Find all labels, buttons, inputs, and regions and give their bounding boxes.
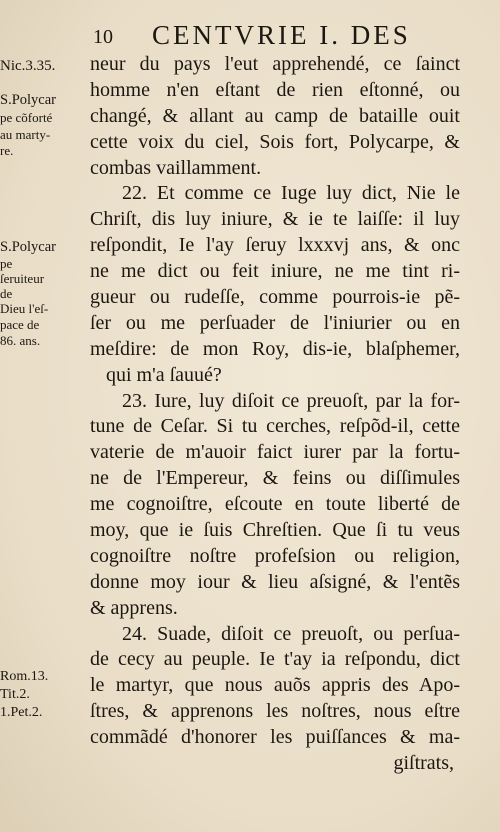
text-line: homme n'en eſtant de rien eſtonné, ou: [90, 78, 460, 101]
margin-note-polycarp-comforted: [0, 92, 88, 158]
text-line: qui m'a ſauué?: [106, 363, 222, 386]
page-header: [0, 20, 500, 56]
body-text: [90, 52, 460, 777]
text-line: neur du pays l'eut apprehendé, ce ſainct: [90, 53, 460, 75]
margin-note-line: Dieu l'eſ-: [0, 301, 49, 316]
text-line: gueur ou rudeſſe, comme pourrois-ie pẽ-: [90, 286, 460, 309]
margin-note-line: pe ſeruiteur de: [0, 256, 45, 301]
margin-note-line: pace de: [0, 317, 40, 332]
margin-note-line: re.: [0, 143, 14, 158]
text-line: giſtrats,: [393, 752, 454, 775]
text-line: vaterie de m'auoir faict iurer par la fortu-: [90, 441, 460, 464]
text-line: donne moy iour & lieu aſsigné, & l'entẽs: [90, 570, 460, 593]
text-line: commãdé d'honorer les puiſſances & ma-: [90, 726, 460, 749]
text-line: combas vaillamment.: [90, 156, 262, 179]
text-line: 22. Et comme ce Iuge luy dict, Nie le: [122, 182, 460, 205]
margin-note-line: Nic.3.35.: [0, 58, 56, 74]
text-line: ne me dict ou feit iniure, ne me tint ri-: [90, 260, 460, 283]
text-line: meſdire: de mon Roy, dis-ie, blaſphemer,: [90, 337, 460, 360]
margin-note-line: Tit.2.: [0, 687, 30, 702]
page-number: 10: [93, 26, 113, 48]
margin-note-polycarp-servant: [0, 238, 88, 349]
text-line: 23. Iure, luy diſoit ce preuoſt, par la for-: [122, 389, 460, 412]
margin-note-line: S.Polycar: [0, 92, 56, 108]
margin-note-line: au marty-: [0, 127, 51, 142]
margin-note-scripture-refs: [0, 668, 88, 722]
margin-note-nic: [0, 59, 88, 73]
text-line: tune de Ceſar. Si tu cerches, reſpõd-il, cette: [90, 415, 460, 438]
text-line: ſer ou me perſuader de l'iniurier ou en: [90, 311, 460, 334]
text-line: de cecy au peuple. Ie t'ay ia reſpondu, dict: [90, 648, 460, 671]
running-title: CENTVRIE I. DES: [152, 20, 411, 50]
text-line: cette voix du ciel, Sois fort, Polycarpe, &: [90, 130, 460, 153]
text-line: ſtres, & apprenons les noſtres, nous eſtre: [90, 700, 460, 723]
margin-note-line: 1.Pet.2.: [0, 705, 43, 720]
margin-note-line: S.Polycar: [0, 239, 56, 255]
margin-note-line: pe cõforté: [0, 110, 53, 125]
text-line: reſpondit, Ie l'ay ſeruy lxxxvj ans, & onc: [90, 234, 460, 257]
text-line: & apprens.: [90, 596, 178, 619]
text-line: me cognoiſtre, eſcoute en toute liberté de: [90, 493, 460, 516]
margin-note-line: Rom.13.: [0, 669, 49, 684]
text-line: le martyr, que nous auõs appris des Apo-: [90, 674, 460, 697]
text-line: changé, & allant au camp de bataille ouit: [90, 104, 460, 127]
text-line: Chriſt, dis luy iniure, & ie te laiſſe: il luy: [90, 208, 460, 231]
text-line: 24. Suade, diſoit ce preuoſt, ou perſua-: [122, 622, 460, 645]
text-line: cognoiſtre noſtre profeſsion ou religion,: [90, 544, 460, 567]
text-line: ne de l'Empereur, & feins ou diſſimules: [90, 467, 460, 490]
text-line: moy, que ie ſuis Chreſtien. Que ſi tu veus: [90, 519, 460, 542]
margin-note-line: 86. ans.: [0, 333, 41, 348]
